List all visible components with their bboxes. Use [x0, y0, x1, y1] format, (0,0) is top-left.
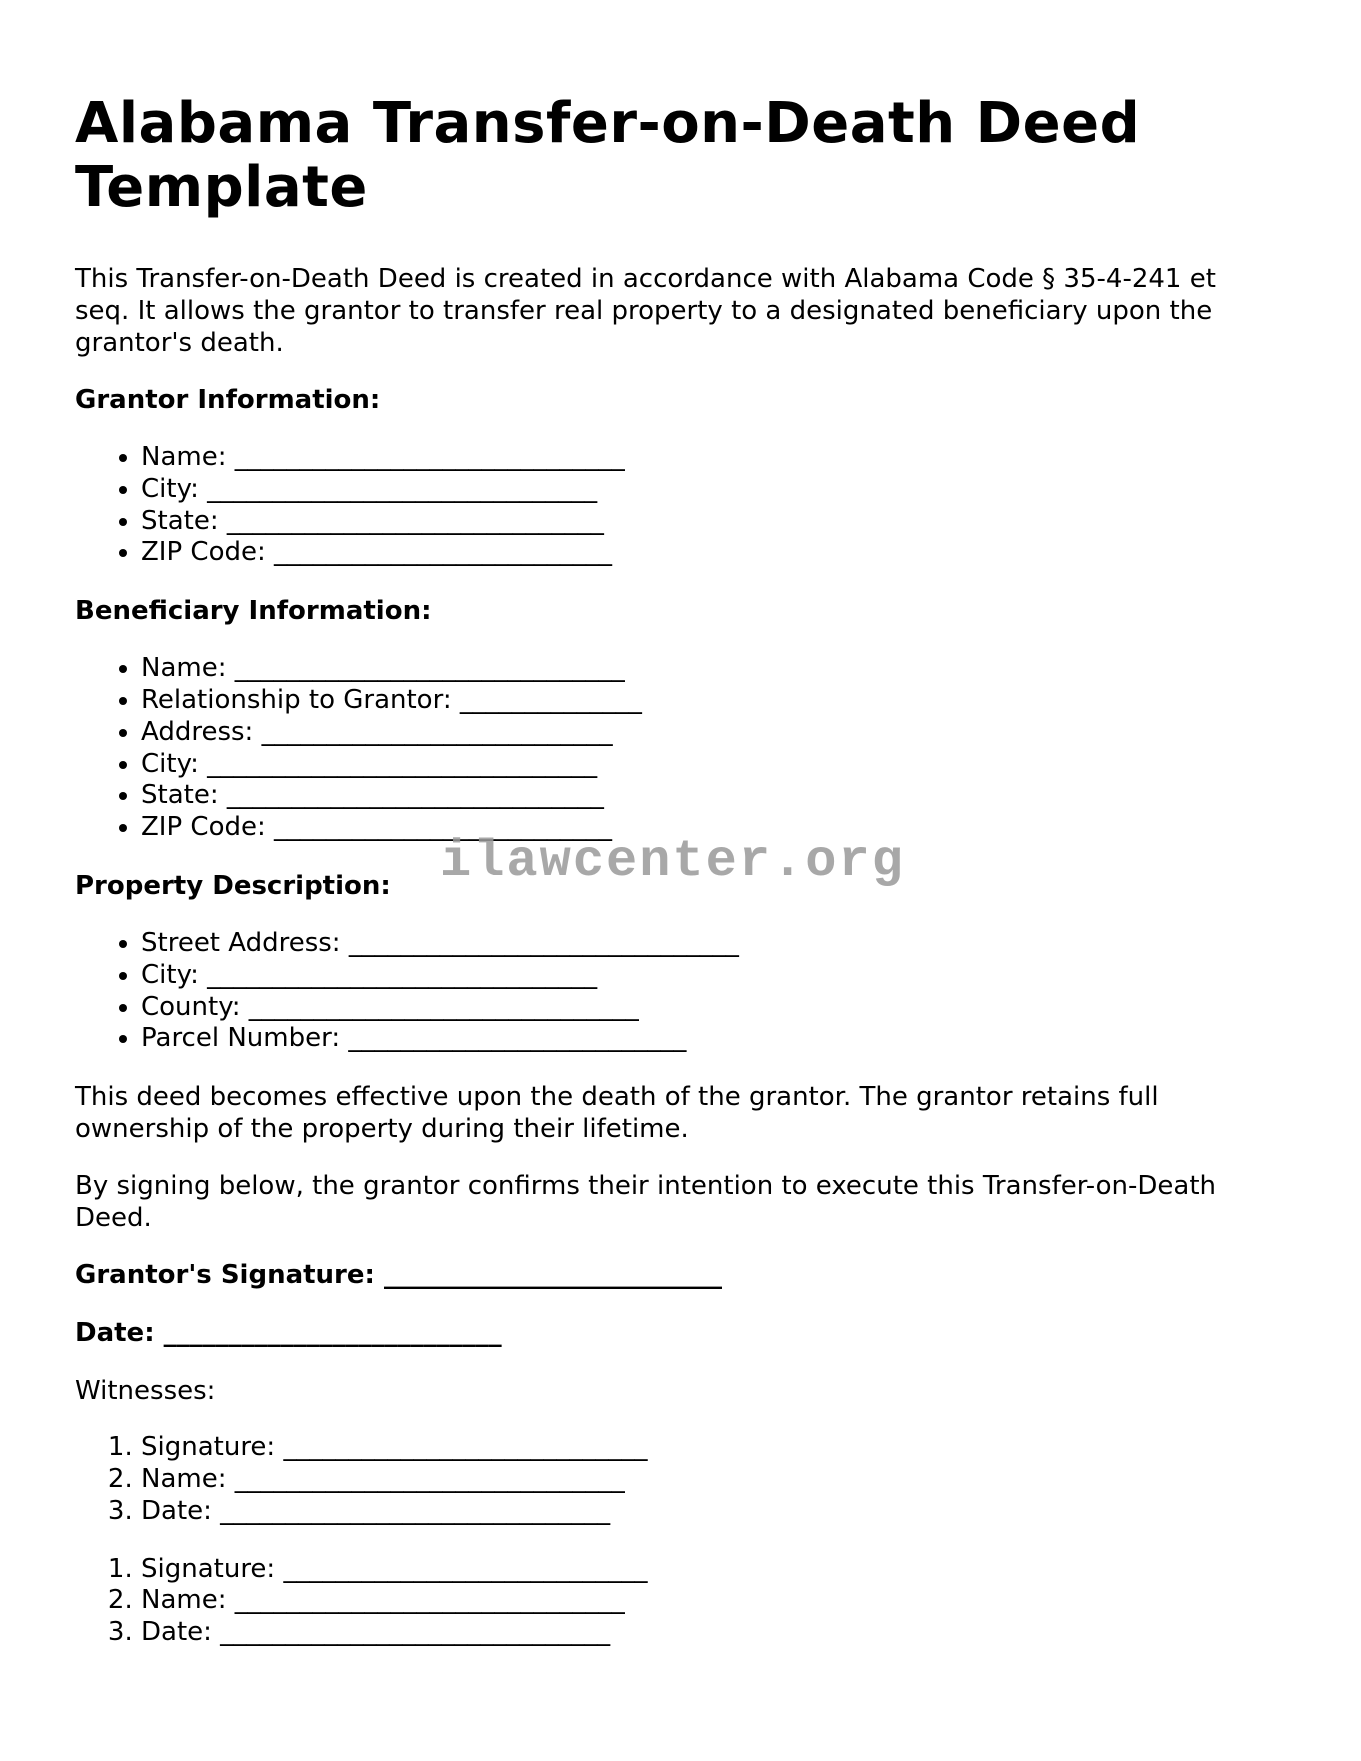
date-line: Date: __________________________ — [75, 1318, 502, 1349]
property-list — [75, 928, 1275, 1055]
beneficiary-name-field: • Name: ______________________________ — [141, 653, 1275, 685]
property-city-field: • City: ______________________________ — [141, 960, 1275, 992]
effective-paragraph: This deed becomes effective upon the death of the grantor. The grantor retains full ownership of the property during their lifetime. — [75, 1082, 1159, 1145]
beneficiary-zip-field: • ZIP Code: __________________________ — [141, 812, 1275, 844]
signing-paragraph: By signing below, the grantor confirms their intention to execute this Transfer-on-Death Deed. — [75, 1171, 1217, 1234]
watermark: ilawcenter.org — [440, 831, 905, 891]
grantor-signature-line: Grantor's Signature: __________________________ — [75, 1260, 722, 1291]
beneficiary-state-field: • State: _____________________________ — [141, 780, 1275, 812]
grantor-state-field: • State: _____________________________ — [141, 506, 1275, 538]
witness-2-date-field: 3. Date: ______________________________ — [141, 1617, 1275, 1649]
page-title: Alabama Transfer-on-Death Deed Template — [75, 91, 1141, 220]
property-parcel-field: • Parcel Number: __________________________ — [141, 1023, 1275, 1055]
grantor-zip-field: • ZIP Code: __________________________ — [141, 537, 1275, 569]
witness-1-date-field: 3. Date: ______________________________ — [141, 1496, 1275, 1528]
witnesses-label: Witnesses: — [75, 1376, 216, 1407]
witness-2-list — [75, 1554, 1275, 1649]
beneficiary-list — [75, 653, 1275, 844]
witness-1-signature-field: 1. Signature: ____________________________ — [141, 1432, 1275, 1464]
grantor-name-field: • Name: ______________________________ — [141, 442, 1275, 474]
property-street-field: • Street Address: ______________________________ — [141, 928, 1275, 960]
property-heading: Property Description: — [75, 870, 391, 901]
grantor-list — [75, 442, 1275, 569]
beneficiary-city-field: • City: ______________________________ — [141, 749, 1275, 781]
beneficiary-address-field: • Address: ___________________________ — [141, 717, 1275, 749]
witness-2-signature-field: 1. Signature: ____________________________ — [141, 1554, 1275, 1586]
property-heading-row — [75, 831, 1275, 902]
beneficiary-heading: Beneficiary Information: — [75, 596, 432, 627]
grantor-city-field: • City: ______________________________ — [141, 474, 1275, 506]
intro-paragraph: This Transfer-on-Death Deed is created in accordance with Alabama Code § 35-4-241 et seq. It allows the grantor to transfer real property to a designated beneficiary upon the grantor's death. — [75, 264, 1216, 358]
property-county-field: • County: ______________________________ — [141, 992, 1275, 1024]
beneficiary-relationship-field: • Relationship to Grantor: ______________ — [141, 685, 1275, 717]
document-page — [75, 92, 1275, 1675]
grantor-heading: Grantor Information: — [75, 385, 381, 415]
witness-1-name-field: 2. Name: ______________________________ — [141, 1464, 1275, 1496]
witness-1-list — [75, 1432, 1275, 1527]
witness-2-name-field: 2. Name: ______________________________ — [141, 1585, 1275, 1617]
